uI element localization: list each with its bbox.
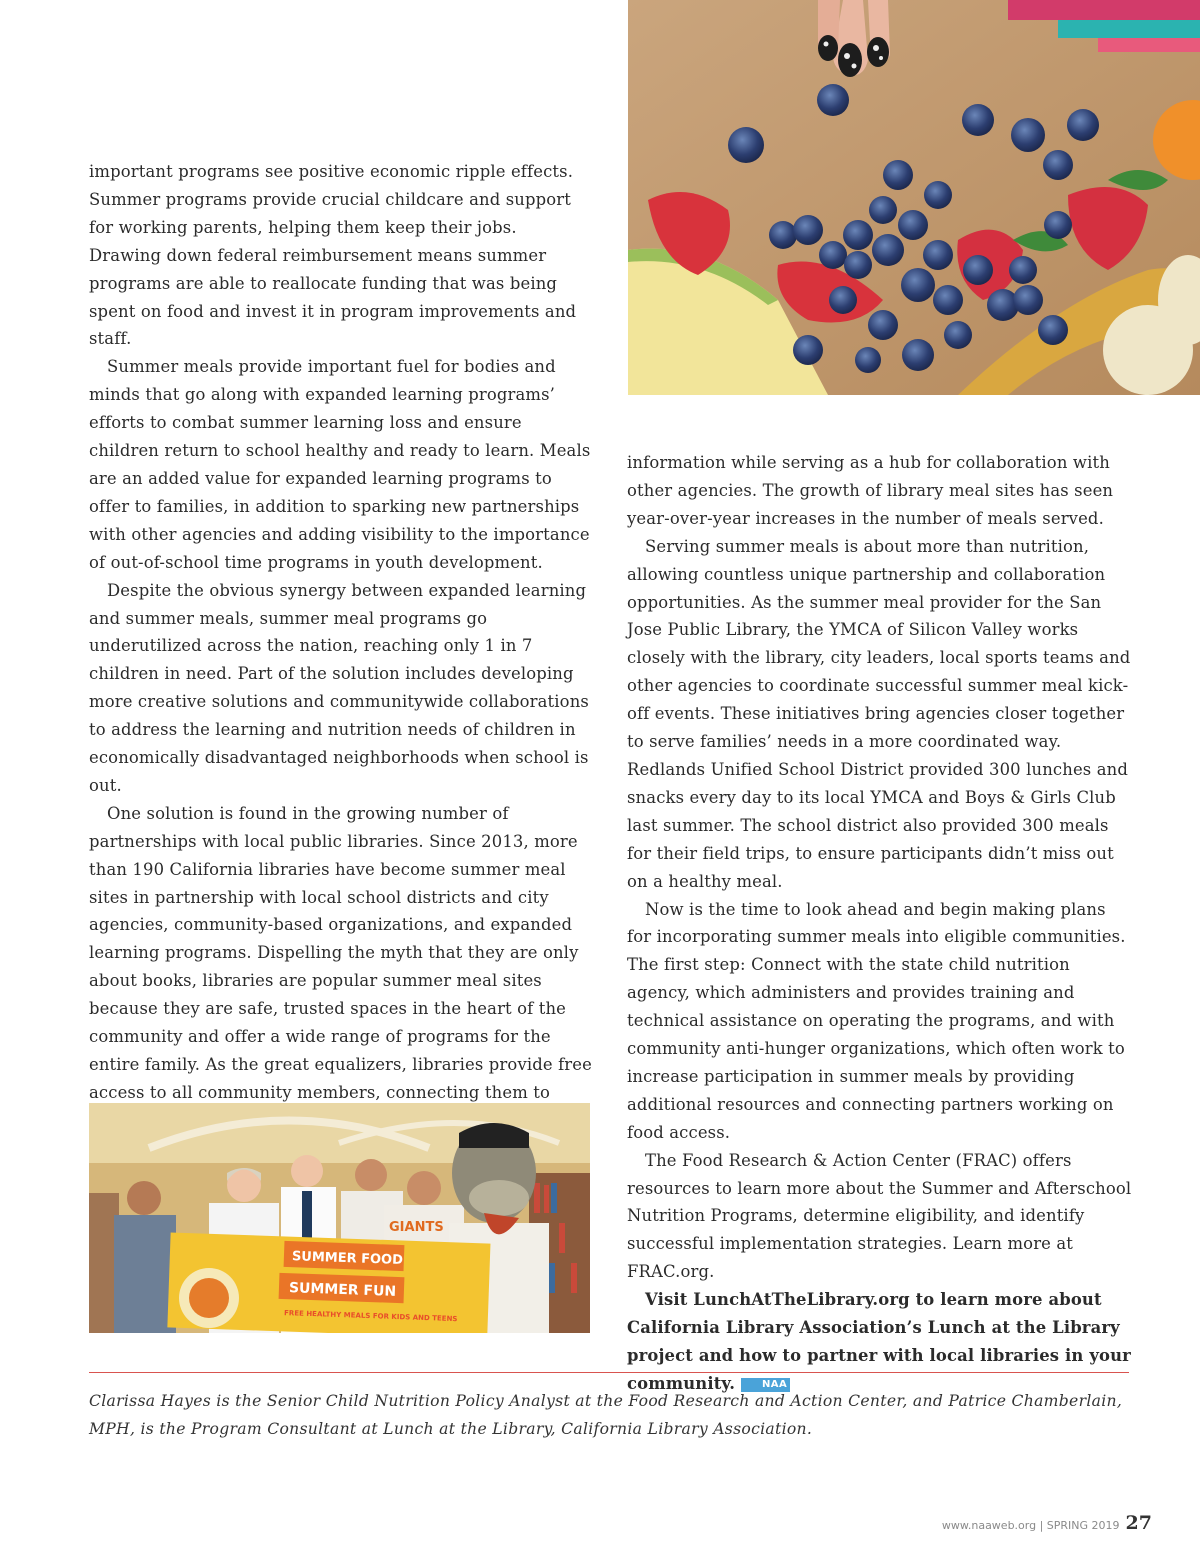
banner-summer-food: SUMMER FOOD bbox=[291, 1249, 404, 1269]
divider bbox=[89, 1372, 1129, 1373]
page-number: 27 bbox=[1125, 1512, 1152, 1534]
banner-summer-fun: SUMMER FUN bbox=[288, 1280, 397, 1300]
paragraph: Serving summer meals is about more than nutrition, allowing countless unique partnership and collaboration opportunities. As the summer meal provider for the San Jose Public Library, the YMCA of Silicon Valley works closely with the library, city leaders, local sports teams and other agencies to coordinate successful summer meal kick-off events. These initiatives bring agencies closer together to serve families’ needs in a more coordinated way. Redlands Unified School District provided 300 lunches and snacks every day to its local YMCA and Boys & Girls Club last summer. The school district also provided 300 meals for their field trips, to ensure participants didn’t miss out on a healthy meal. bbox=[627, 536, 1131, 891]
footer-website: www.naaweb.org | SPRING 2019 bbox=[941, 1519, 1120, 1532]
cta-text: Visit LunchAtTheLibrary.org to learn more about California Library Association’s Lunch at the Library project and how to partner with local libraries in your community. bbox=[627, 1290, 1131, 1393]
left-column bbox=[89, 158, 594, 1135]
call-to-action bbox=[627, 1286, 1135, 1398]
paragraph: The Food Research & Action Center (FRAC) offers resources to learn more about the Summer and Afterschool Nutrition Programs, determine eligibility, and identify successful implementation strategies. Learn more at FRAC.org. bbox=[627, 1150, 1132, 1282]
paragraph: Now is the time to look ahead and begin making plans for incorporating summer meals into eligible communities. The first step: Connect with the state child nutrition agency, which administers and provides training and technical assistance on operating the programs, and with community anti-hunger organizations, which often work to increase participation in summer meals by providing additional resources and connecting partners working on food access. bbox=[627, 899, 1126, 1142]
paragraph: important programs see positive economic ripple effects. Summer programs provide crucial childcare and support for working parents, helping them keep their jobs. Drawing down federal reimbursement means summer programs are able to reallocate funding that was being spent on food and invest it in program improvements and staff. bbox=[89, 162, 577, 349]
page-footer bbox=[942, 1512, 1152, 1534]
banner-free-meals: FREE HEALTHY MEALS FOR KIDS AND TEENS bbox=[283, 1309, 458, 1324]
paragraph: Summer meals provide important fuel for bodies and minds that go along with expanded learning programs’ efforts to combat summer learning loss and ensure children return to school healthy and ready to learn. Meals are an added value for expanded learning programs to offer to families, in addition to sparking new partnerships with other agencies and adding visibility to the importance of out-of-school time programs in youth development. bbox=[89, 357, 591, 572]
fruit-photo bbox=[628, 0, 1200, 395]
naa-logo-icon: NAA bbox=[741, 1378, 790, 1392]
group-photo bbox=[89, 1103, 590, 1333]
paragraph: One solution is found in the growing number of partnerships with local public libraries. Since 2013, more than 190 California libraries have become summer meal sites in partnership with local school districts and city agencies, community-based organizations, and expanded learning programs. Dispelling the myth that they are only about books, libraries are popular summer meal sites because they are safe, trusted spaces in the heart of the community and offer a wide range of programs for the entire family. As the great equalizers, libraries provide free access to all community members, connecting them to bbox=[89, 803, 592, 1102]
right-column bbox=[627, 449, 1135, 1398]
paragraph: Despite the obvious synergy between expanded learning and summer meals, summer meal programs go underutilized across the nation, reaching only 1 in 7 children in need. Part of the solution includes developing more creative solutions and communitywide collaborations to address the learning and nutrition needs of children in economically disadvantaged neighborhoods when school is out. bbox=[89, 580, 589, 795]
paragraph: information while serving as a hub for collaboration with other agencies. The growth of library meal sites has seen year-over-year increases in the number of meals served. bbox=[627, 453, 1114, 528]
jersey-text: GIANTS bbox=[389, 1220, 444, 1235]
author-byline: Clarissa Hayes is the Senior Child Nutrition Policy Analyst at the Food Research and Action Center, and Patrice Chamberlain, MPH, is the Program Consultant at Lunch at the Library, California Library Association. bbox=[89, 1392, 1123, 1438]
